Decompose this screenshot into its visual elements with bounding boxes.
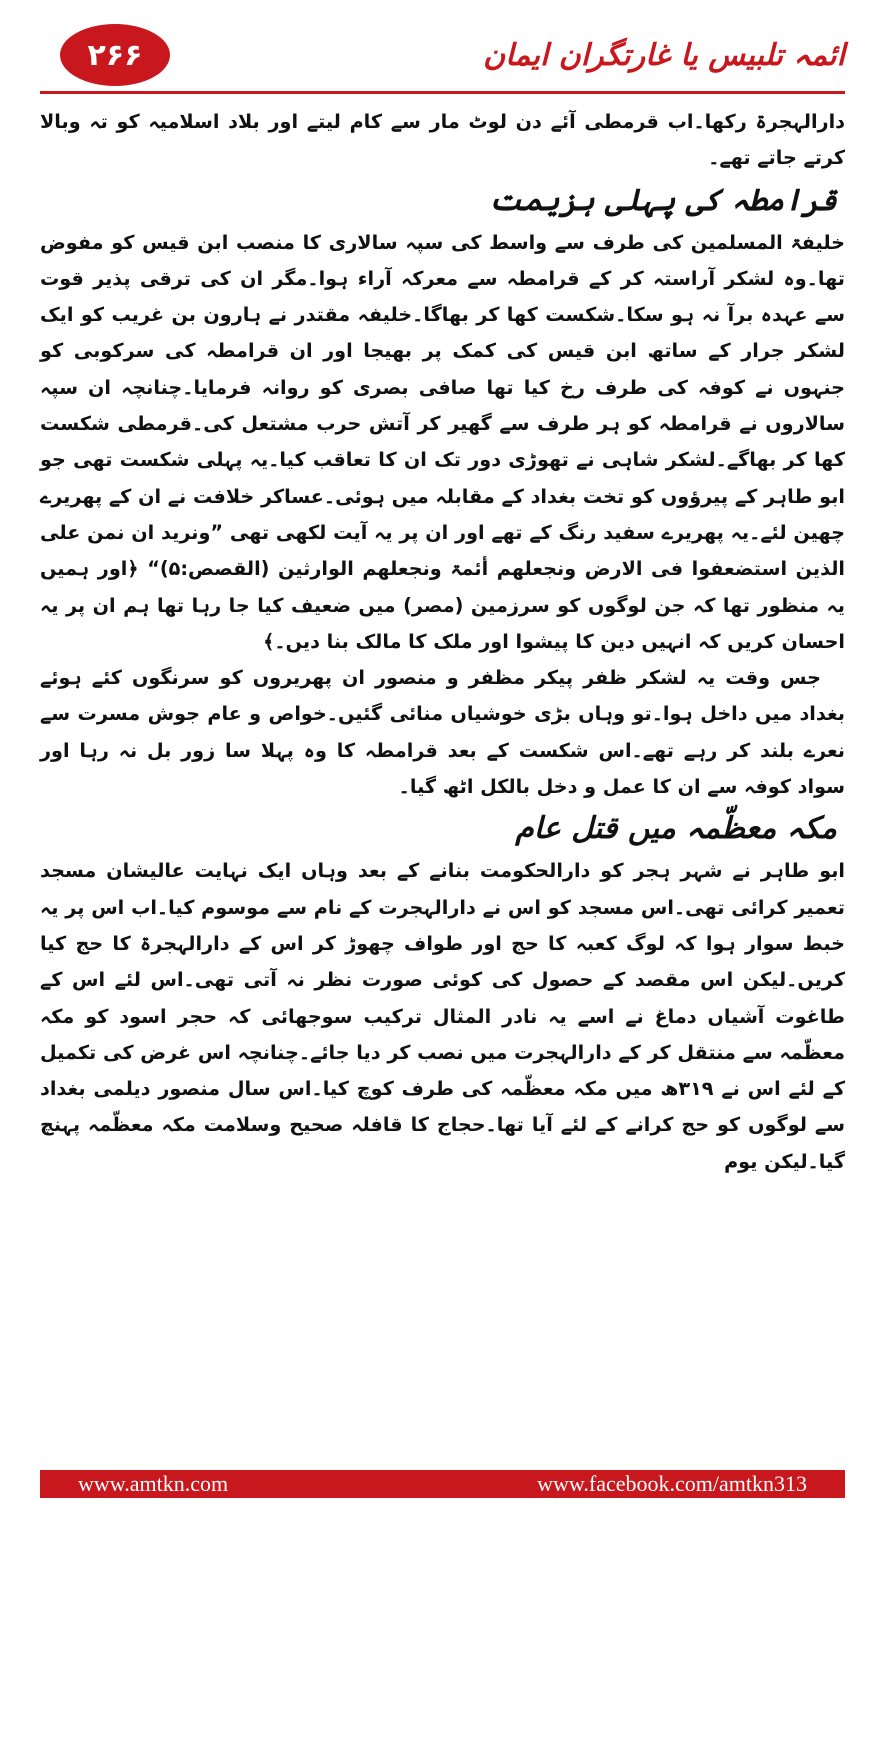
page-body: [40, 104, 845, 1746]
quran-translation: ﴿اور ہمیں یہ منظور تھا کہ جن لوگوں کو سرزمین (مصر) میں ضعیف کیا جا رہا تھا ہم ان پر یہ احسان کریں کہ انہیں دین کا پیشوا اور ملک کا مالک بنا دیں۔﴾: [40, 557, 845, 653]
paragraph-1: دارالہجرۃ رکھا۔اب قرمطی آئے دن لوٹ مار سے کام لیتے اور بلاد اسلامیہ کو تہ وبالا کرتے جاتے تھے۔: [40, 110, 845, 170]
paragraph-2-text: خلیفۃ المسلمین کی طرف سے واسط کی سپہ سالاری کا منصب ابن قیس کو مفوض تھا۔وہ لشکر آراستہ کر کے قرامطہ سے معرکہ آراء ہوا۔مگر ان کی ترقی پذیر قوت سے عہدہ برآ نہ ہو سکا۔شکست کھا کر بھاگا۔خلیفہ مقتدر نے ہارون بن غریب کو ایک لشکر جرار کے ساتھ ابن قیس کی کمک پر بھیجا اور ان قرامطہ کی سرکوبی کو جنہوں نے کوفہ کی طرف رخ کیا تھا صافی بصری کو روانہ فرمایا۔چنانچہ ان سپہ سالاروں نے قرامطہ کو ہر طرف سے گھیر کر آتش حرب مشتعل کی۔قرمطی شکست کھا کر بھاگے۔لشکر شاہی نے تھوڑی دور تک ان کا تعاقب کیا۔یہ پہلی شکست تھی جو ابو طاہر کے پیرؤوں کو تخت بغداد کے مقابلہ میں ہوئی۔عساکر خلافت نے ان کے پھریرے چھین لئے۔یہ پھریرے سفید رنگ کے تھے اور ان پر یہ آیت لکھی تھی: [40, 230, 845, 544]
section-heading-mecca-massacre: مکہ معظّمہ میں قتل عام: [515, 811, 837, 847]
website-link[interactable]: www.amtkn.com: [78, 1471, 229, 1496]
page-header: [40, 22, 845, 94]
section-heading-first-defeat: قرامطہ کی پہلی ہزیمت: [489, 182, 837, 218]
header-divider: [40, 91, 845, 94]
page-number-badge: [60, 24, 170, 86]
quran-verse: ”ونرید ان نمن علی الذین استضعفوا فی الارض ونجعلھم أئمۃ ونجعلھم الوارثین (القصص:۵)“: [40, 520, 845, 581]
book-title: ائمہ تلبیس یا غارتگران ایمان: [483, 38, 845, 73]
page-footer: [40, 1470, 845, 1498]
paragraph-2: [40, 225, 845, 661]
page-number: ۲۶۶: [87, 37, 143, 73]
paragraph-4: ابو طاہر نے شہر ہجر کو دارالحکومت بنانے کے بعد وہاں ایک نہایت عالیشان مسجد تعمیر کرائی تھی۔اس مسجد کو اس نے دارالہجرت کے نام سے موسوم کیا۔اب اس پر یہ خبط سوار ہوا کہ لوگ کعبہ کا حج اور طواف چھوڑ کر اس کے دارالہجرۃ کا حج کیا کریں۔لیکن اس مقصد کے حصول کی کوئی صورت نظر نہ آتی تھی۔اس لئے اس کے طاغوت آشیاں دماغ نے اسے یہ نادر المثال ترکیب سوجھائی کہ حجر اسود کو مکہ معظّمہ سے منتقل کر کے دارالہجرت میں نصب کر دیا جائے۔چنانچہ اس غرض کی تکمیل کے لئے اس نے ۳۱۹ھ میں مکہ معظّمہ کی طرف کوچ کیا۔اس سال منصور دیلمی بغداد سے لوگوں کو حج کرانے کے لئے آیا تھا۔حجاج کا قافلہ صحیح وسلامت مکہ معظّمہ پہنچ گیا۔لیکن یوم: [40, 859, 845, 1173]
facebook-link[interactable]: www.facebook.com/amtkn313: [537, 1471, 807, 1496]
paragraph-3: جس وقت یہ لشکر ظفر پیکر مظفر و منصور ان پھریروں کو سرنگوں کئے ہوئے بغداد میں داخل ہوا۔تو وہاں بڑی خوشیاں منائی گئیں۔خواص و عام جوش مسرت سے نعرے بلند کر رہے تھے۔اس شکست کے بعد قرامطہ کا وہ پہلا سا زور بل نہ رہا اور سواد کوفہ سے ان کا عمل و دخل بالکل اٹھ گیا۔: [40, 666, 845, 799]
